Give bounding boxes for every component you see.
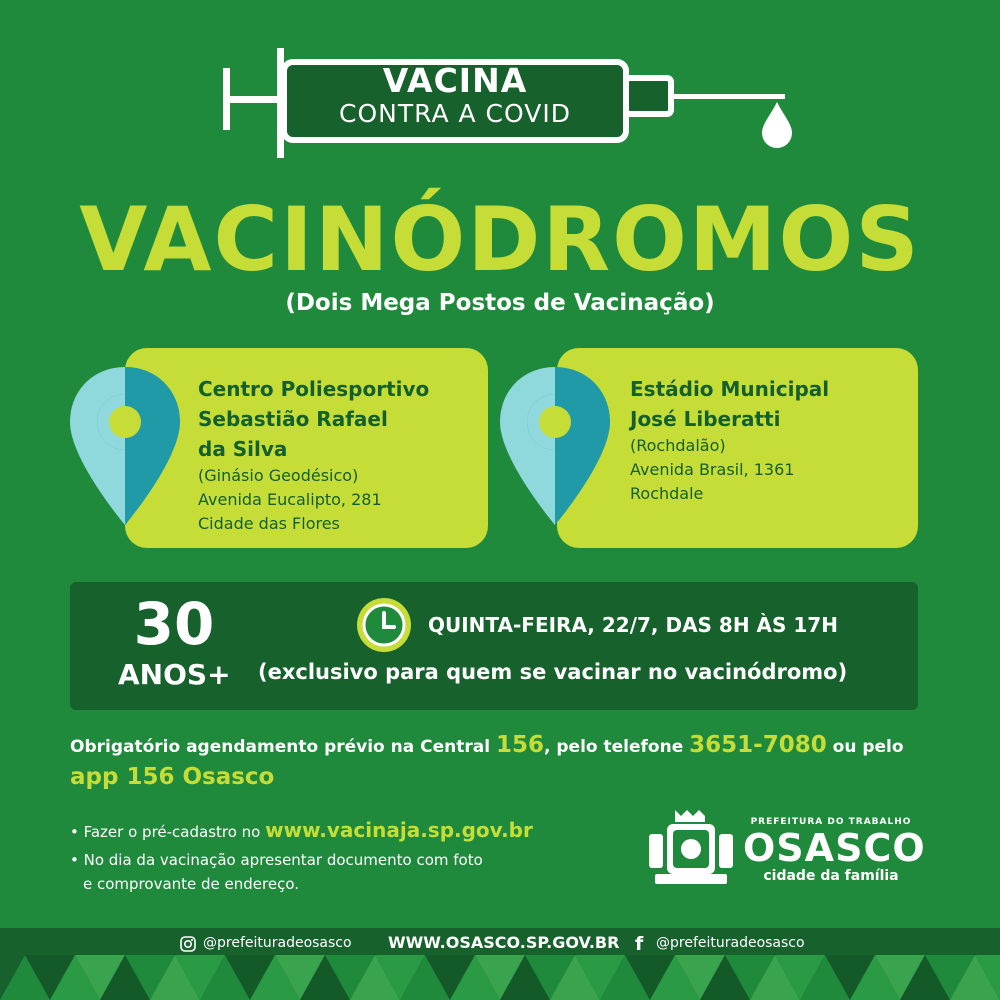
app-name: app 156 Osasco [70,764,275,790]
site-detail-line: (Rochdalão) [630,436,726,455]
bullet-text: • No dia da vacinação apresentar documento com foto [70,851,483,869]
droplet-icon [760,100,794,148]
booking-text: Obrigatório agendamento prévio na Central [70,737,496,757]
footer-pattern [0,955,1000,1000]
location-pin-icon [68,365,183,530]
bullet-text: • Fazer o pré-cadastro no [70,823,266,841]
schedule-date-time: QUINTA-FEIRA, 22/7, DAS 8H ÀS 17H [428,613,838,637]
facebook-handle[interactable]: @prefeituradeosasco [656,935,805,951]
phone-number: 3651-7080 [689,732,827,758]
requirements-list [70,818,590,896]
site-name-line: da Silva [198,437,288,461]
age-label: ANOS+ [118,658,231,691]
schedule-note: (exclusivo para quem se vacinar no vacinódromo) [258,660,848,684]
list-item [70,848,590,896]
syringe-icon [215,40,795,165]
site-detail-line: Rochdale [630,484,704,503]
site-detail-line: Avenida Eucalipto, 281 [198,490,382,509]
central-number: 156 [496,732,545,758]
site-detail-line: Cidade das Flores [198,514,340,533]
booking-text: , pelo telefone [544,737,690,757]
instagram-handle[interactable]: @prefeituradeosasco [203,935,352,951]
site-name-line: Centro Poliesportivo [198,377,430,401]
precadastro-link[interactable]: www.vacinaja.sp.gov.br [265,818,533,842]
booking-info [70,730,930,794]
logo-top-text: PREFEITURA DO TRABALHO [750,817,912,827]
logo-name: OSASCO [743,826,926,870]
site-name-line: José Liberatti [630,407,781,431]
site-detail-line: (Ginásio Geodésico) [198,466,359,485]
bullet-text: e comprovante de endereço. [83,875,300,893]
age-number: 30 [133,590,215,658]
booking-text: ou pelo [826,737,904,757]
location-pin-icon [498,365,613,530]
site-detail-line: Avenida Brasil, 1361 [630,460,795,479]
coat-of-arms-icon [645,808,737,888]
page-title: VACINÓDROMOS [79,188,921,291]
instagram-icon [180,936,196,952]
syringe-subtitle: CONTRA A COVID [339,99,571,128]
site-name-line: Sebastião Rafael [198,407,388,431]
facebook-icon: f [635,933,644,955]
syringe-title: VACINA [382,61,528,100]
osasco-logo [645,808,925,888]
logo-tagline: cidade da família [763,868,899,884]
list-item [70,818,590,844]
page-subtitle: (Dois Mega Postos de Vacinação) [285,290,715,316]
website-link[interactable]: WWW.OSASCO.SP.GOV.BR [388,933,620,952]
site-name-line: Estádio Municipal [630,377,830,401]
clock-icon [356,597,412,653]
